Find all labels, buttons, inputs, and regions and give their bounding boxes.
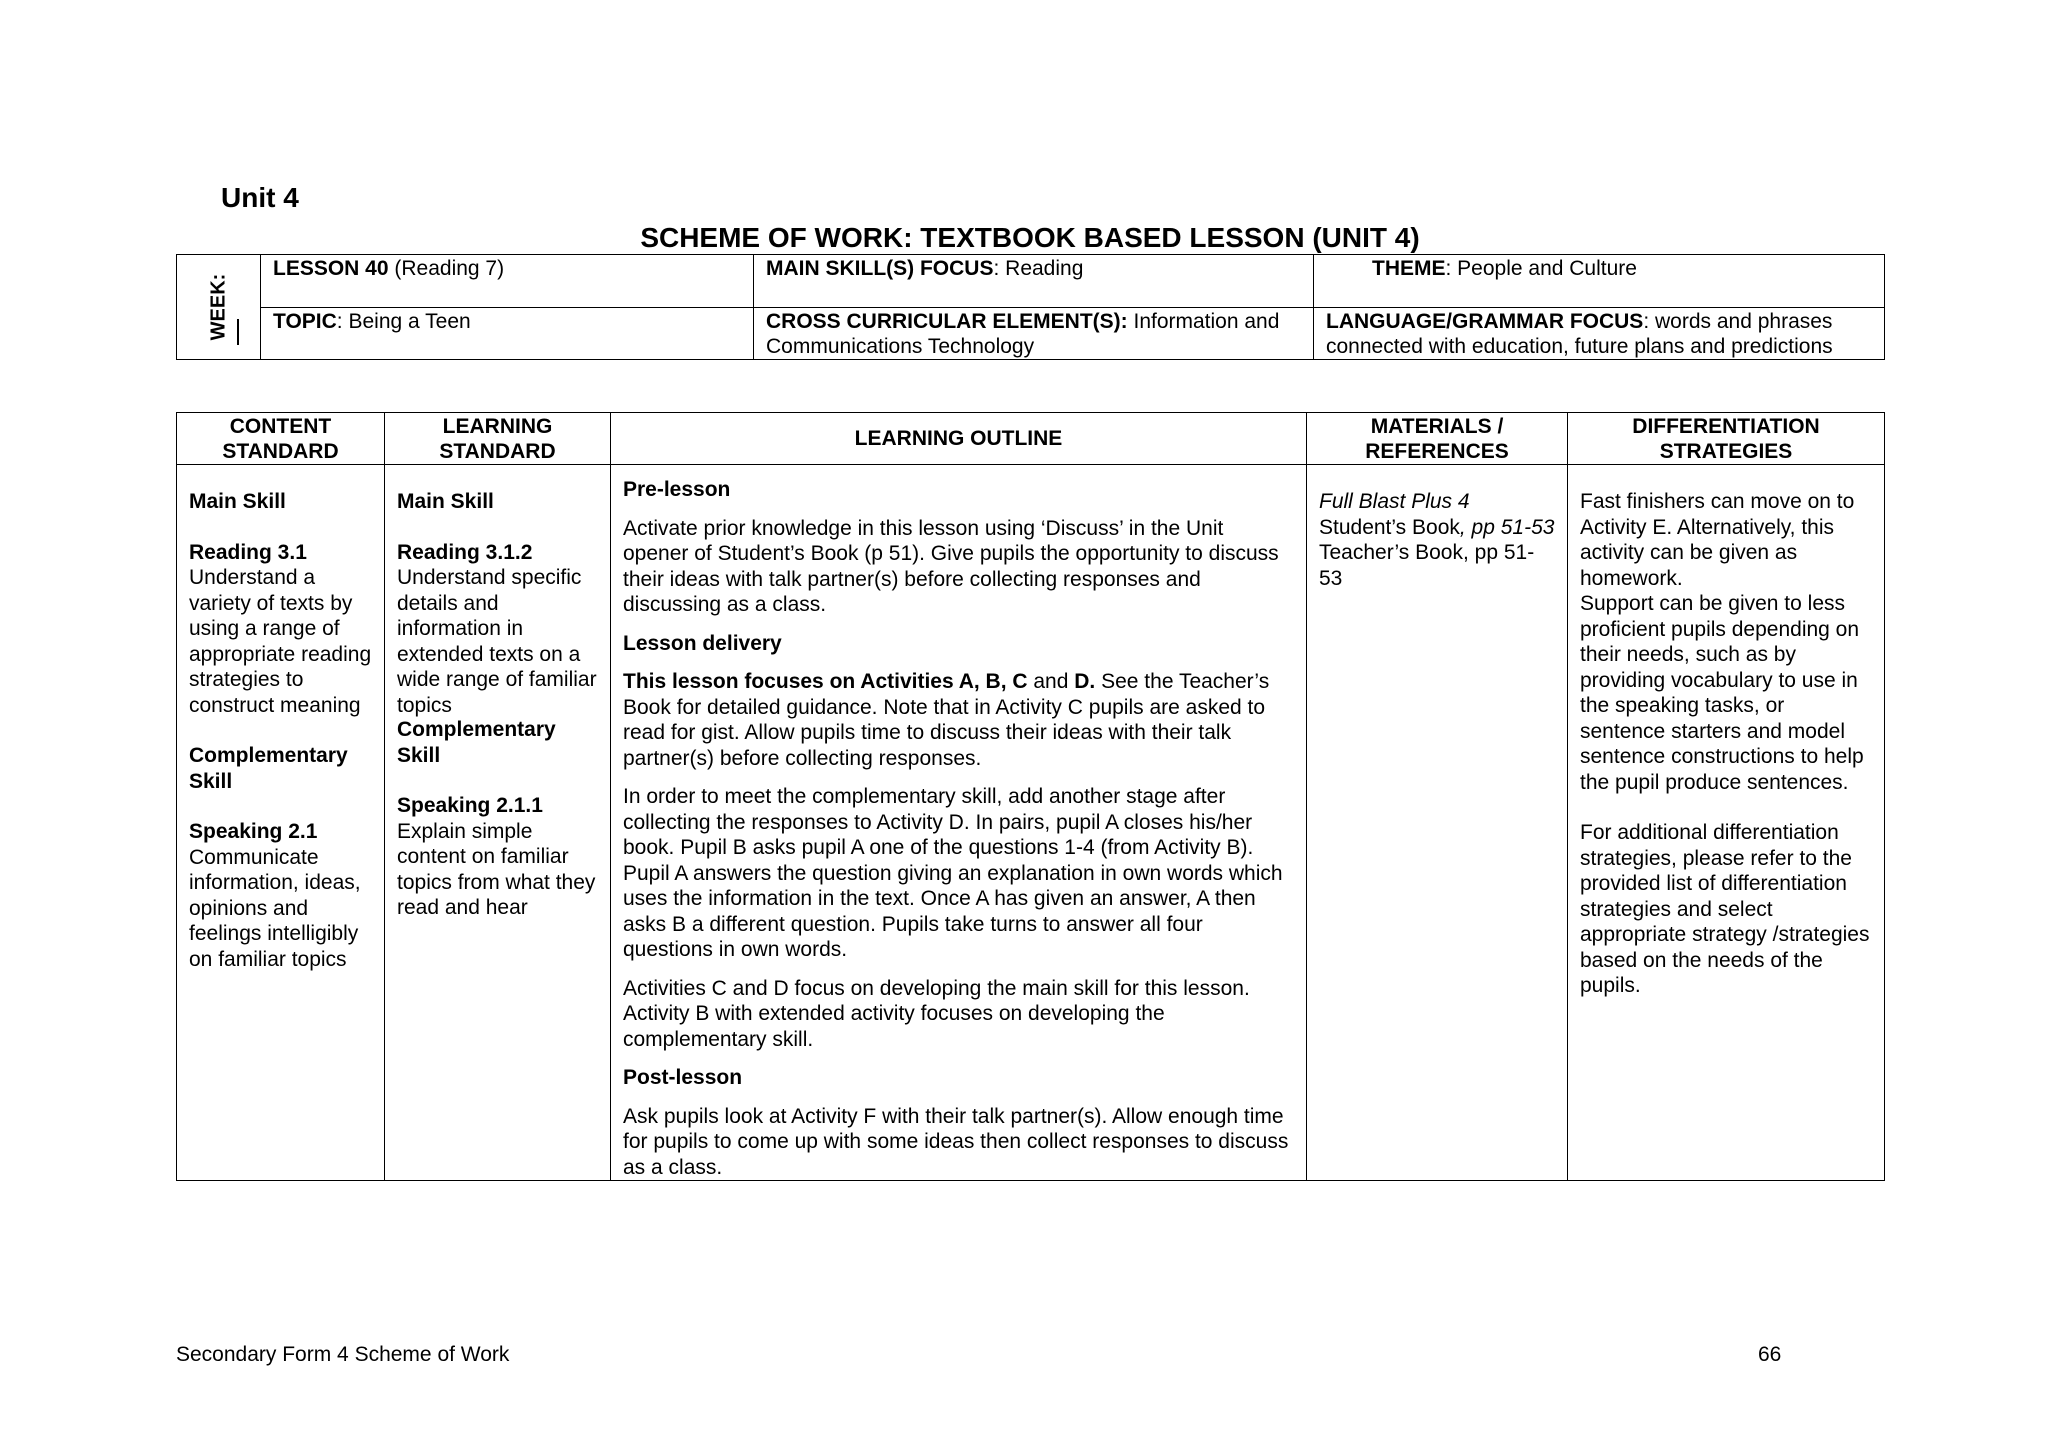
lesson-label: LESSON 40 [273, 257, 389, 280]
cross-curricular-cell [754, 308, 1314, 360]
footer-title: Secondary Form 4 Scheme of Work [176, 1343, 510, 1366]
grammar-focus-value: : words and phrases connected with education, future plans and predictions [1326, 310, 1833, 358]
complementary-stage-text: In order to meet the complementary skill, add another stage after collecting the responses to Activity D. In pairs, pupil A closes his/her book. Pupil B asks pupil A one of the questions 1-4 (from Activity B). Pupil A answers the question giving an explanation in own words which uses the information in the text. Once A has given an answer, A then asks B a different question. Pupils take turns to answer all four questions in own words. [623, 785, 1283, 961]
cross-curricular-label: CROSS CURRICULAR ELEMENT(S): [766, 310, 1128, 333]
week-cell [177, 255, 261, 360]
lesson-cell [261, 255, 754, 308]
content-standard-cell [177, 465, 385, 1181]
page-number: 66 [1758, 1343, 1782, 1366]
main-skill-value: : Reading [993, 257, 1084, 280]
delivery-activities: This lesson focuses on Activities A, B, C [623, 670, 1028, 693]
topic-value: : Being a Teen [336, 310, 471, 333]
students-book-label: Student’s Book [1319, 515, 1460, 539]
learning-complementary-heading: Complementary Skill [397, 718, 556, 767]
content-main-code: Reading 3.1 [189, 540, 307, 564]
column-header-materials: MATERIALS / REFERENCES [1307, 413, 1568, 465]
materials-cell [1307, 465, 1568, 1181]
cross-curricular-value: Information and Communications Technology [766, 310, 1280, 358]
topic-cell [261, 308, 754, 360]
content-complementary-heading: Complementary Skill [189, 744, 348, 793]
theme-cell [1314, 255, 1885, 308]
theme-value: : People and Culture [1445, 257, 1637, 280]
pre-lesson-heading: Pre-lesson [623, 478, 731, 501]
week-label: WEEK: [207, 273, 229, 341]
content-complementary-description: Communicate information, ideas, opinions and feelings intelligibly on familiar topics [189, 845, 361, 971]
lesson-delivery-heading: Lesson delivery [623, 631, 782, 655]
learning-main-code: Reading 3.1.2 [397, 540, 533, 564]
column-header-learning-standard: LEARNING STANDARD [385, 413, 611, 465]
main-skill-label: MAIN SKILL(S) FOCUS [766, 257, 994, 280]
post-lesson-text: Ask pupils look at Activity F with their talk partner(s). Allow enough time for pupils to come up with some ideas then collect responses to discuss as a class. [623, 1104, 1289, 1179]
differentiation-cell [1568, 465, 1885, 1181]
learning-outline-cell [611, 465, 1307, 1181]
week-value-mark [237, 319, 239, 345]
materials-teachers-book: Teacher’s Book, pp 51-53 [1319, 541, 1535, 590]
skill-focus-text: Activities C and D focus on developing the main skill for this lesson. Activity B with extended activity focuses on developing the complementary skill. [623, 976, 1250, 1051]
delivery-and: and [1027, 670, 1075, 693]
learning-main-description: Understand specific details and information in extended texts on a wide range of familiar topics [397, 566, 597, 717]
content-complementary-code: Speaking 2.1 [189, 820, 318, 843]
content-main-skill-heading: Main Skill [189, 490, 286, 513]
lesson-value: (Reading 7) [388, 257, 505, 280]
delivery-activity-d: D. [1074, 670, 1096, 693]
lesson-delivery-text [623, 669, 1294, 771]
learning-main-skill-heading: Main Skill [397, 490, 494, 513]
post-lesson-heading: Post-lesson [623, 1066, 743, 1089]
column-header-content-standard: CONTENT STANDARD [177, 413, 385, 465]
grammar-focus-label: LANGUAGE/GRAMMAR FOCUS [1326, 310, 1644, 333]
delivery-guidance: See the Teacher’s Book for detailed guidance. Note that in Activity C pupils are asked to read for gist. Allow pupils time to discuss their ideas with their talk partner(s) before collecting responses. [623, 670, 1270, 770]
learning-complementary-code: Speaking 2.1.1 [397, 794, 543, 817]
students-book-pages: , pp 51-53 [1459, 515, 1555, 539]
column-header-learning-outline: LEARNING OUTLINE [611, 413, 1307, 465]
lesson-header-table [176, 254, 1885, 360]
learning-complementary-description: Explain simple content on familiar topics from what they read and hear [397, 819, 596, 919]
learning-standard-cell [385, 465, 611, 1181]
unit-label: Unit 4 [221, 182, 299, 213]
content-main-description: Understand a variety of texts by using a range of appropriate reading strategies to construct meaning [189, 566, 372, 717]
materials-book-title [1319, 489, 1555, 515]
main-skill-cell [754, 255, 1314, 308]
lesson-plan-table [176, 412, 1885, 1181]
differentiation-para-3: For additional differentiation strategies, please refer to the provided list of differentiation strategies and select appropriate strategy /strategies based on the needs of the pupils. [1580, 821, 1870, 997]
grammar-focus-cell [1314, 308, 1885, 360]
column-header-differentiation: DIFFERENTIATION STRATEGIES [1568, 413, 1885, 465]
pre-lesson-text: Activate prior knowledge in this lesson using ‘Discuss’ in the Unit opener of Student’s Book (p 51). Give pupils the opportunity to discuss their ideas with talk partner(s) before collecting responses and discussing as a class. [623, 516, 1279, 616]
topic-label: TOPIC [273, 310, 337, 333]
document-title: SCHEME OF WORK: TEXTBOOK BASED LESSON (UNIT 4) [640, 222, 1420, 253]
theme-label: THEME [1372, 257, 1446, 280]
differentiation-para-1: Fast finishers can move on to Activity E. Alternatively, this activity can be given as homework. [1580, 490, 1855, 590]
differentiation-para-2: Support can be given to less proficient pupils depending on their needs, such as by providing vocabulary to use in the speaking tasks, or sentence starters and model sentence constructions to help the pupil produce sentences. [1580, 592, 1864, 794]
book-title: Full Blast Plus 4 [1319, 490, 1470, 513]
materials-students-book [1319, 515, 1555, 541]
